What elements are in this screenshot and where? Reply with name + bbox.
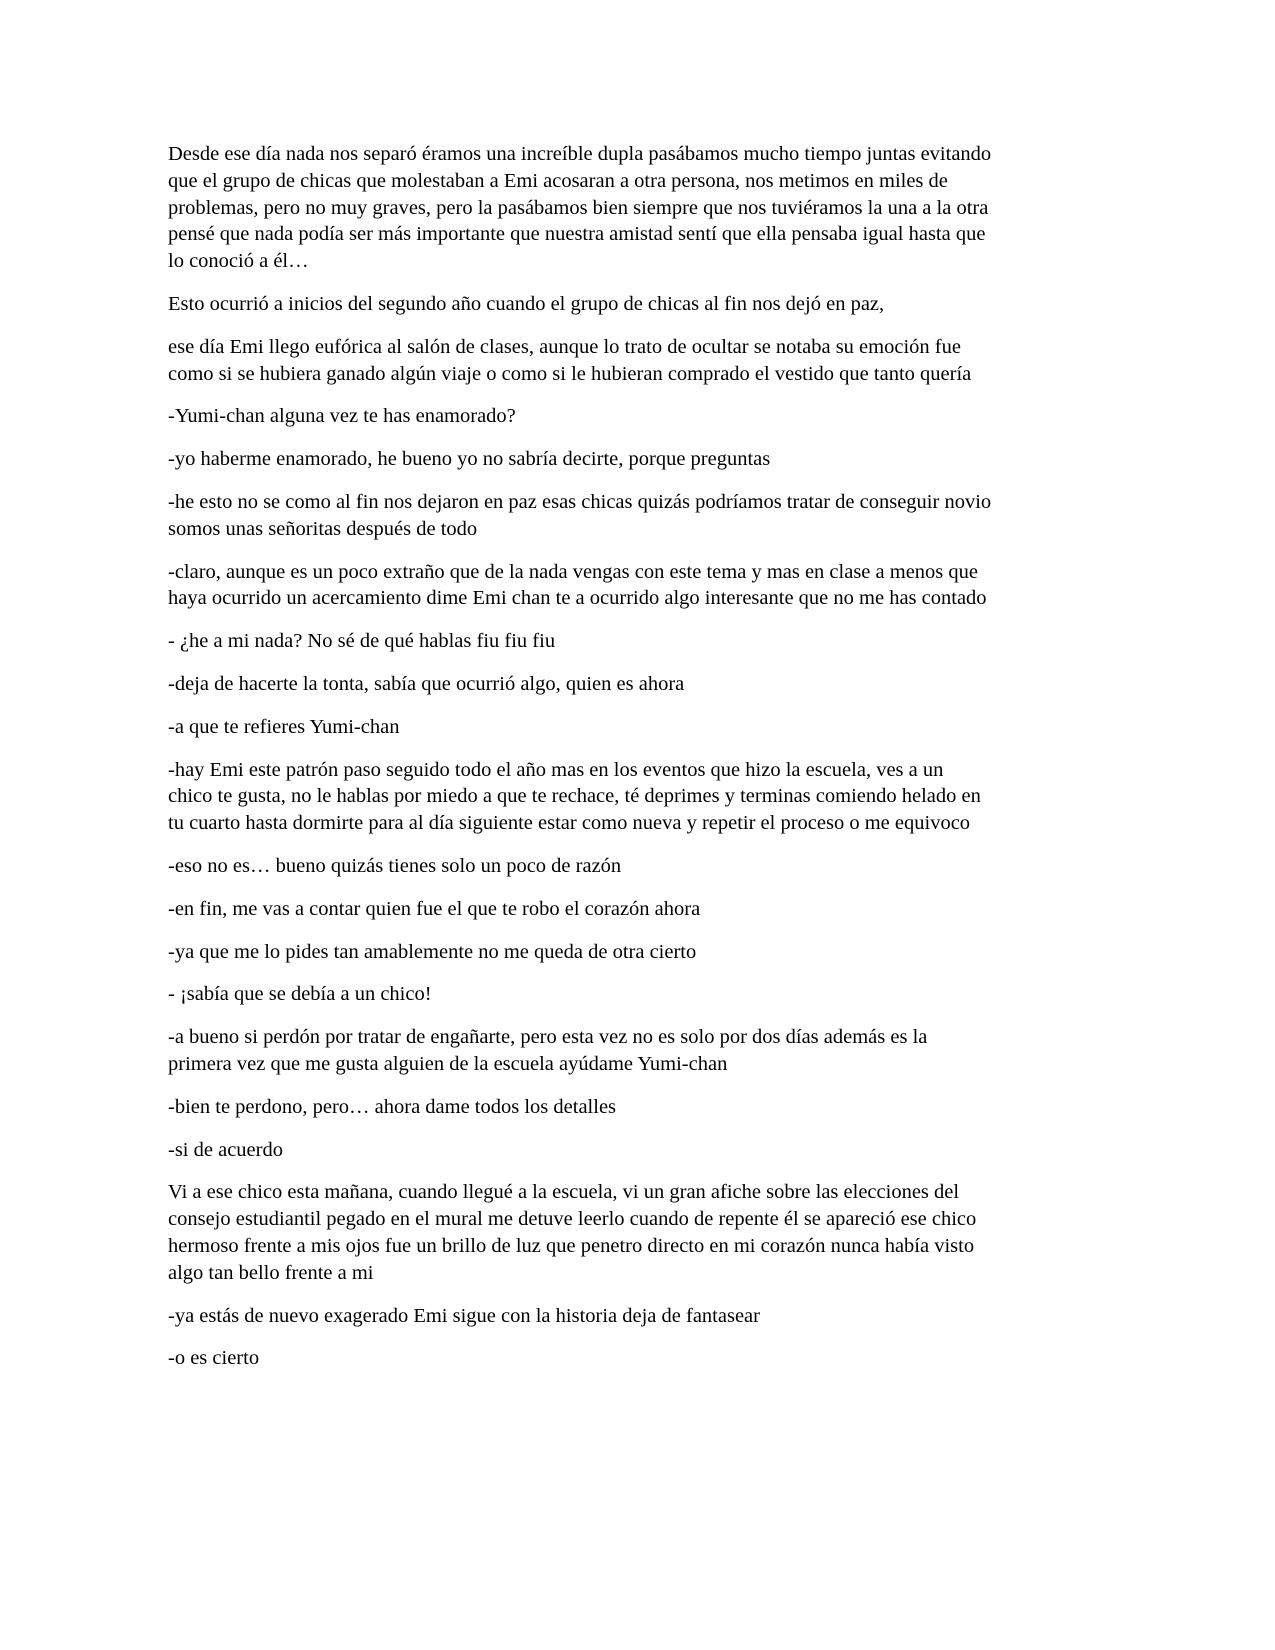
text-line: pensé que nada podía ser más importante que nuestra amistad sentí que ella pensaba igual hasta que (168, 223, 986, 246)
paragraph (168, 1094, 1168, 1121)
text-line: lo conoció a él… (168, 250, 309, 273)
text-line: -o es cierto (168, 1347, 260, 1370)
text-line: ese día Emi llego eufórica al salón de clases, aunque lo trato de ocultar se notaba su emoción fue (168, 335, 961, 358)
text-line: problemas, pero no muy graves, pero la pasábamos bien siempre que nos tuviéramos la una a la otra (168, 196, 989, 219)
paragraph (168, 403, 1168, 430)
text-line: -a bueno si perdón por tratar de engañarte, pero esta vez no es solo por dos días además es la (168, 1026, 928, 1049)
text-line: -deja de hacerte la tonta, sabía que ocurrió algo, quien es ahora (168, 672, 685, 695)
text-line: tu cuarto hasta dormirte para al día siguiente estar como nueva y repetir el proceso o me equivoco (168, 812, 971, 835)
paragraph (168, 939, 1168, 966)
paragraph (168, 714, 1168, 741)
document-page (168, 141, 1168, 1388)
paragraph (168, 1345, 1168, 1372)
text-line: consejo estudiantil pegado en el mural me detuve leerlo cuando de repente él se apareció ese chico (168, 1208, 977, 1231)
paragraph (168, 1024, 1168, 1078)
text-line: Vi a ese chico esta mañana, cuando llegué a la escuela, vi un gran afiche sobre las elecciones del (168, 1181, 960, 1204)
text-line: algo tan bello frente a mi (168, 1261, 374, 1284)
text-line: -en fin, me vas a contar quien fue el que te robo el corazón ahora (168, 897, 701, 920)
paragraph (168, 628, 1168, 655)
text-line: haya ocurrido un acercamiento dime Emi chan te a ocurrido algo interesante que no me has contado (168, 587, 987, 610)
text-line: como si se hubiera ganado algún viaje o como si le hubieran comprado el vestido que tanto quería (168, 362, 972, 385)
text-line: -yo haberme enamorado, he bueno yo no sabría decirte, porque preguntas (168, 448, 771, 471)
text-line: -ya estás de nuevo exagerado Emi sigue con la historia deja de fantasear (168, 1304, 760, 1327)
text-line: - ¡sabía que se debía a un chico! (168, 983, 432, 1006)
text-line: hermoso frente a mis ojos fue un brillo de luz que penetro directo en mi corazón nunca había visto (168, 1234, 975, 1257)
paragraph (168, 896, 1168, 923)
text-line: -ya que me lo pides tan amablemente no me queda de otra cierto (168, 940, 697, 963)
text-line: Desde ese día nada nos separó éramos una increíble dupla pasábamos mucho tiempo juntas evitando (168, 143, 992, 165)
text-line: -eso no es… bueno quizás tienes solo un poco de razón (168, 854, 622, 877)
paragraph (168, 1179, 1168, 1286)
paragraph (168, 559, 1168, 613)
text-line: -claro, aunque es un poco extraño que de la nada vengas con este tema y mas en clase a menos que (168, 560, 979, 583)
text-line: -si de acuerdo (168, 1138, 283, 1161)
text-line: que el grupo de chicas que molestaban a Emi acosaran a otra persona, nos metimos en miles de (168, 169, 948, 192)
paragraph (168, 757, 1168, 837)
paragraph (168, 291, 1168, 318)
text-line: -Yumi-chan alguna vez te has enamorado? (168, 405, 516, 428)
text-line: Esto ocurrió a inicios del segundo año cuando el grupo de chicas al fin nos dejó en paz, (168, 292, 885, 315)
text-line: somos unas señoritas después de todo (168, 517, 478, 540)
text-line: - ¿he a mi nada? No sé de qué hablas fiu fiu fiu (168, 630, 556, 653)
paragraph (168, 853, 1168, 880)
text-line: primera vez que me gusta alguien de la escuela ayúdame Yumi-chan (168, 1052, 728, 1075)
paragraph (168, 141, 1168, 275)
text-line: -bien te perdono, pero… ahora dame todos los detalles (168, 1095, 617, 1118)
text-line: -a que te refieres Yumi-chan (168, 715, 400, 738)
paragraph (168, 334, 1168, 388)
paragraph (168, 489, 1168, 543)
paragraph (168, 446, 1168, 473)
paragraph (168, 1303, 1168, 1330)
paragraph (168, 981, 1168, 1008)
text-line: chico te gusta, no le hablas por miedo a que te rechace, té deprimes y terminas comiendo helado en (168, 785, 981, 808)
paragraph (168, 671, 1168, 698)
text-line: -hay Emi este patrón paso seguido todo el año mas en los eventos que hizo la escuela, ves a un (168, 758, 944, 781)
paragraph (168, 1137, 1168, 1164)
text-line: -he esto no se como al fin nos dejaron en paz esas chicas quizás podríamos tratar de conseguir novio (168, 490, 992, 513)
